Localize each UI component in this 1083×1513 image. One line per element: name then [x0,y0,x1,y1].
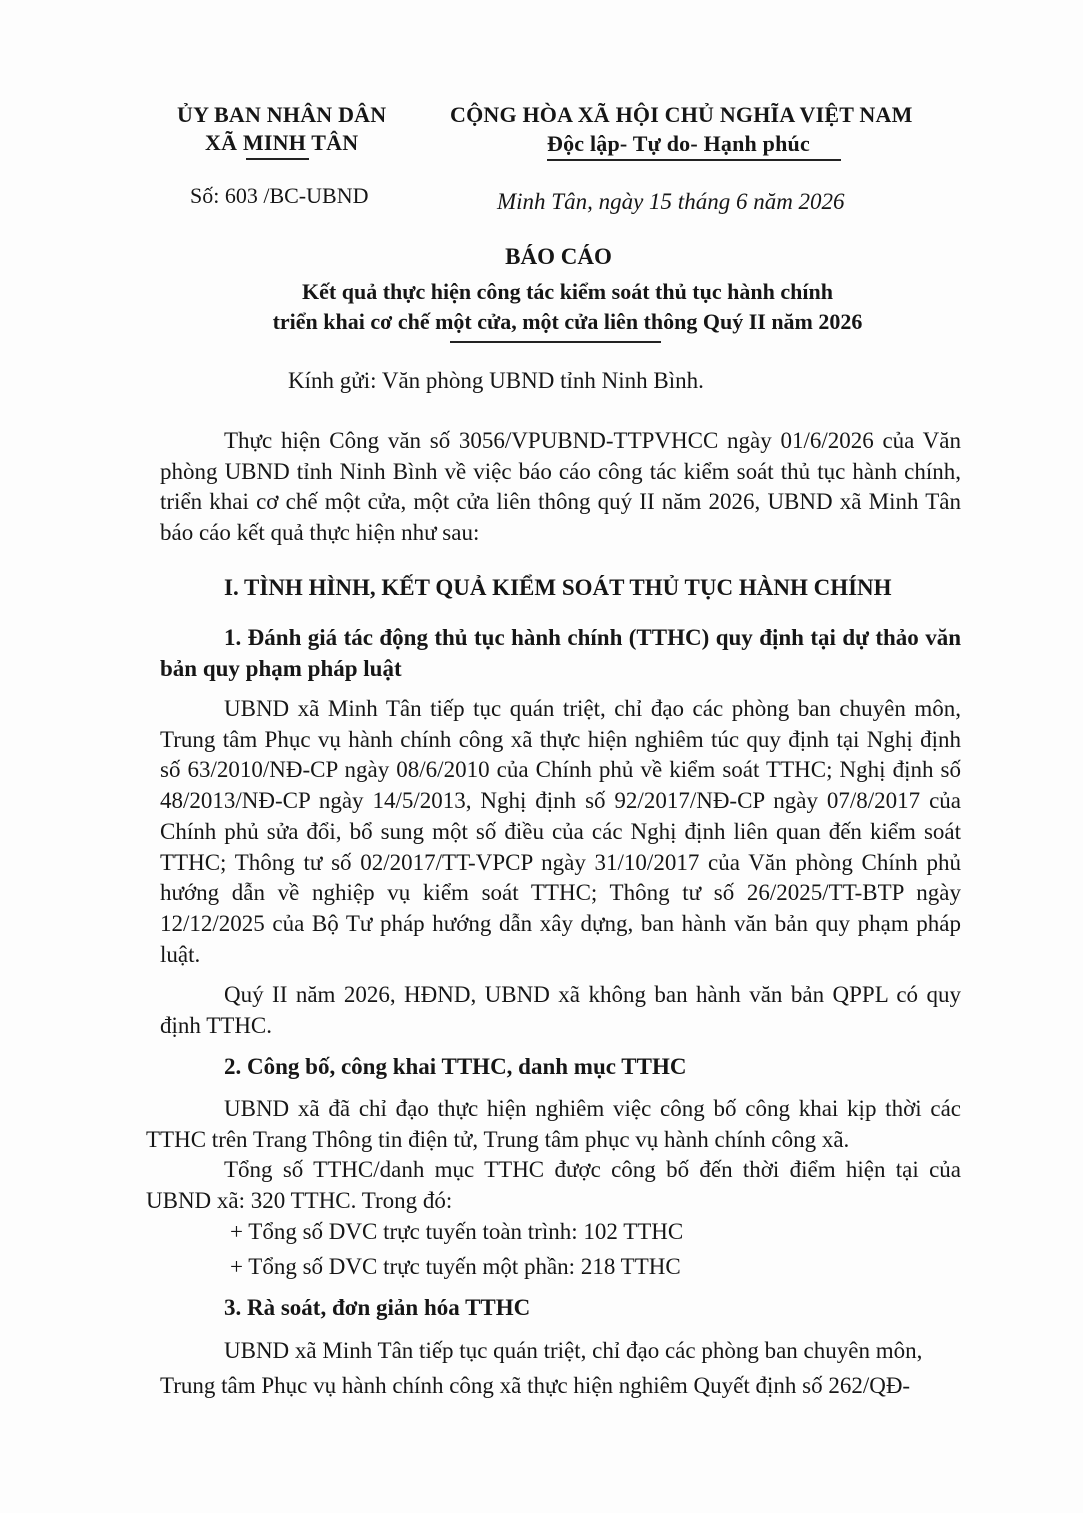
bullet-full-online-services: + Tổng số DVC trực tuyến toàn trình: 102 TTHC [230,1219,684,1244]
place-and-date: Minh Tân, ngày 15 tháng 6 năm 2026 [497,189,845,214]
national-motto: Độc lập- Tự do- Hạnh phúc [547,131,810,156]
document-number: Số: 603 /BC-UBND [190,183,369,208]
recipient: Kính gửi: Văn phòng UBND tỉnh Ninh Bình. [288,368,704,393]
section-1-heading: I. TÌNH HÌNH, KẾT QUẢ KIỂM SOÁT THỦ TỤC HÀNH CHÍNH [224,575,892,600]
subsection-1-heading: 1. Đánh giá tác động thủ tục hành chính (TTHC) quy định tại dự thảo văn bản quy phạm pháp luật [160,625,961,681]
bullet-partial-online-services: + Tổng số DVC trực tuyến một phần: 218 TTHC [230,1254,681,1279]
org-name-line1: ỦY BAN NHÂN DÂN [177,102,387,127]
title-underline [450,341,661,343]
subsection-3-paragraph-line1: UBND xã Minh Tân tiếp tục quán triệt, chỉ đạo các phòng ban chuyên môn, [224,1338,923,1363]
org-name-line2: XÃ MINH TÂN [205,130,359,155]
subsection-2-paragraph-2: Tổng số TTHC/danh mục TTHC được công bố đến thời điểm hiện tại của UBND xã: 320 TTHC. Trong đó: [146,1157,961,1213]
subsection-1-paragraph-2: Quý II năm 2026, HĐND, UBND xã không ban hành văn bản QPPL có quy định TTHC. [160,982,961,1038]
subsection-1-paragraph-1: UBND xã Minh Tân tiếp tục quán triệt, chỉ đạo các phòng ban chuyên môn, Trung tâm Phục vụ hành chính công xã thực hiện nghiêm túc quy định tại Nghị định số 63/2010/NĐ-CP ngày 08/6/2010 của Chính phủ về kiểm soát TTHC; Nghị định số 48/2013/NĐ-CP ngày 14/5/2013, Nghị định số 92/2017/NĐ-CP ngày 07/8/2017 của Chính phủ sửa đổi, bổ sung một số điều của các Nghị định liên quan đến kiểm soát TTHC; Thông tư số 02/2017/TT-VPCP ngày 31/10/2017 của Văn phòng Chính phủ hướng dẫn về nghiệp vụ kiểm soát TTHC; Thông tư số 26/2025/TT-BTP ngày 12/12/2025 của Bộ Tư pháp hướng dẫn xây dựng, ban hành văn bản quy phạm pháp luật. [160,696,961,967]
subsection-3-heading: 3. Rà soát, đơn giản hóa TTHC [224,1295,531,1320]
document-type: BÁO CÁO [505,244,612,269]
country-name: CỘNG HÒA XÃ HỘI CHỦ NGHĨA VIỆT NAM [450,102,913,127]
motto-underline [547,159,841,161]
subsection-2-paragraph-1: UBND xã đã chỉ đạo thực hiện nghiêm việc công bố công khai kịp thời các TTHC trên Trang Thông tin điện tử, Trung tâm phục vụ hành chính công xã. [146,1096,961,1152]
intro-paragraph: Thực hiện Công văn số 3056/VPUBND-TTPVHCC ngày 01/6/2026 của Văn phòng UBND tỉnh Ninh Bình về việc báo cáo công tác kiểm soát thủ tục hành chính, triển khai cơ chế một cửa, một cửa liên thông quý II năm 2026, UBND xã Minh Tân báo cáo kết quả thực hiện như sau: [160,428,961,546]
report-subtitle-line2: triển khai cơ chế một cửa, một cửa liên thông Quý II năm 2026 [272,309,863,334]
subsection-2-heading: 2. Công bố, công khai TTHC, danh mục TTHC [224,1054,687,1079]
subsection-3-paragraph-line2: Trung tâm Phục vụ hành chính công xã thực hiện nghiêm Quyết định số 262/QĐ- [160,1373,911,1398]
report-subtitle-line1: Kết quả thực hiện công tác kiểm soát thủ tục hành chính [302,279,833,304]
org-underline [246,158,309,160]
